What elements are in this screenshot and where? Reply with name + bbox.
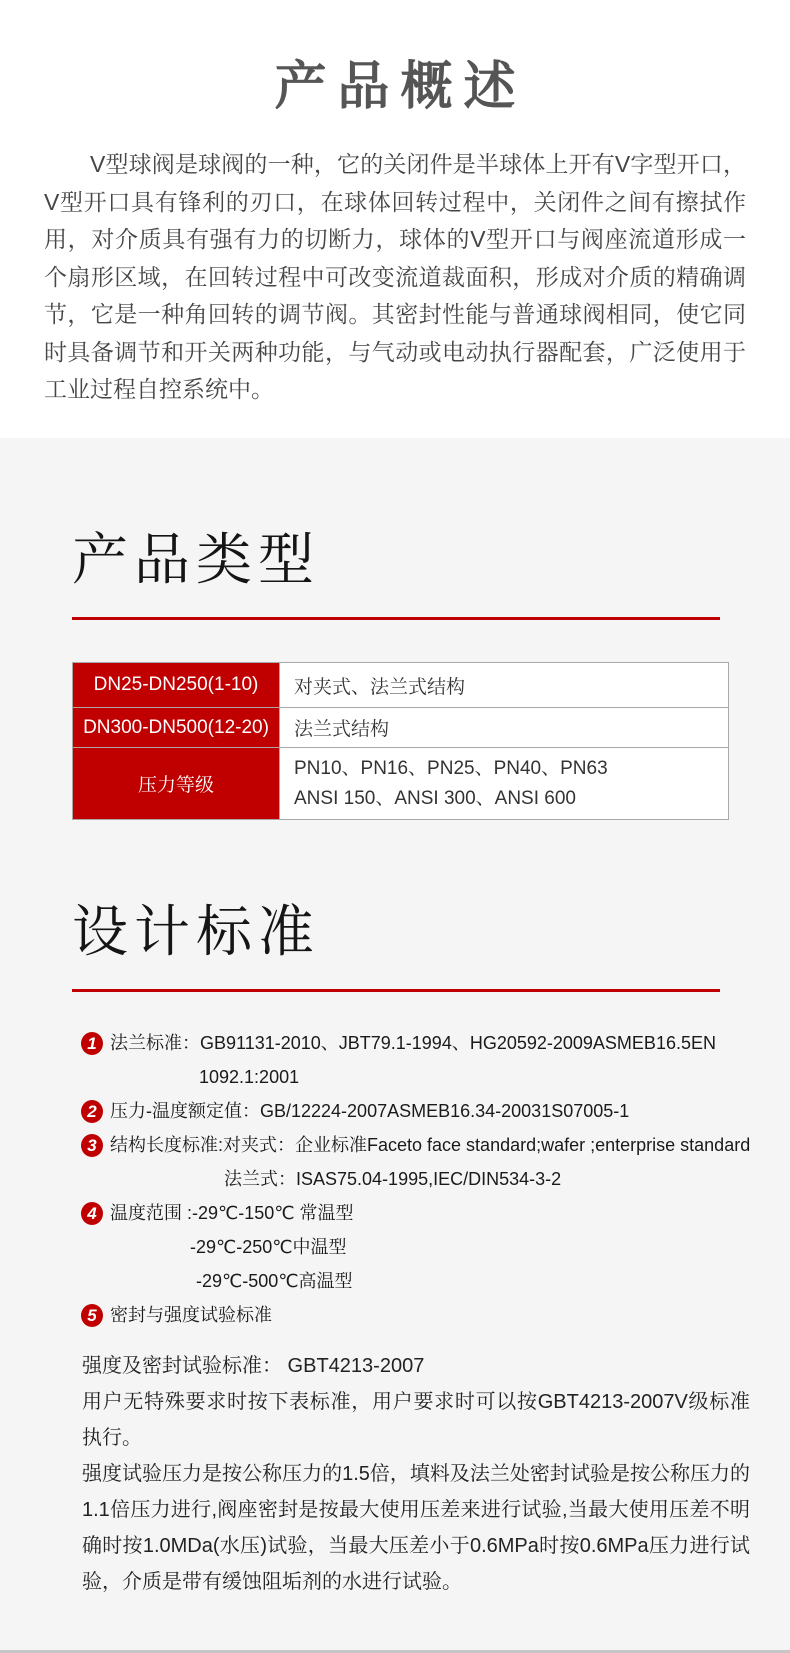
product-detail-section [0,438,790,1653]
list-item [81,1196,730,1230]
list-item [81,1298,730,1332]
number-badge: 5 [81,1304,103,1327]
design-standard-list [72,1026,751,1332]
table-row-value: 法兰式结构 [280,708,729,748]
table-row-value [280,748,729,820]
list-item-text: 压力-温度额定值：GB/12224-2007ASMEB16.34-20031S07005-1 [110,1101,630,1121]
number-badge: 4 [81,1202,103,1225]
table-row [73,663,729,708]
list-item-text: 密封与强度试验标准 [110,1305,272,1325]
list-item-continuation: 法兰式：ISAS75.04-1995,IEC/DIN534-3-2 [224,1169,562,1189]
test-standard-notes [82,1348,750,1600]
table-row-value: 对夹式、法兰式结构 [280,663,729,708]
table-row [73,708,729,748]
list-item [81,1026,730,1060]
product-type-underline [72,617,720,620]
design-standard-underline [72,989,720,992]
number-badge: 2 [81,1100,103,1123]
list-item-continuation: 1092.1:2001 [199,1067,300,1087]
list-item-text: 结构长度标准:对夹式：企业标准Faceto face standard;wafer ;enterprise standard [110,1135,751,1155]
pressure-rating-line: PN10、PN16、PN25、PN40、PN63 [294,757,608,779]
list-item-text: 温度范围 :-29℃-150℃ 常温型 [110,1203,354,1223]
list-item-text: 法兰标准：GB91131-2010、JBT79.1-1994、HG20592-2009ASMEB16.5EN [110,1033,716,1053]
table-row-label: 压力等级 [73,748,280,820]
table-row [73,748,729,820]
table-row-label: DN25-DN250(1-10) [73,663,280,708]
list-item-continuation: -29℃-500℃高温型 [196,1271,353,1291]
table-row-label: DN300-DN500(12-20) [73,708,280,748]
list-item [81,1094,730,1128]
number-badge: 3 [81,1134,103,1157]
product-overview-section [0,0,790,438]
product-type-title: 产品类型 [72,528,320,591]
note-line: 强度及密封试验标准： GBT4213-2007 [82,1355,425,1377]
list-item [81,1128,751,1162]
note-paragraph: 强度试验压力是按公称压力的1.5倍，填料及法兰处密封试验是按公称压力的1.1倍压力进行,阀座密封是按最大使用压差来进行试验,当最大使用压差不明确时按1.0MDa(水压)试验，当最大压差小于0.6MPa时按0.6MPa压力进行试验，介质是带有缓蚀阻垢剂的水进行试验。 [82,1463,750,1593]
product-detail-inner [0,438,790,1600]
list-item-continuation: -29℃-250℃中温型 [190,1237,347,1257]
pressure-rating-line: ANSI 150、ANSI 300、ANSI 600 [294,787,576,809]
design-standard-title: 设计标准 [72,900,320,963]
number-badge: 1 [81,1032,103,1055]
overview-paragraph: V型球阀是球阀的一种，它的关闭件是半球体上开有V字型开口，V型开口具有锋利的刃口，在球体回转过程中，关闭件之间有擦拭作用，对介质具有强有力的切断力，球体的V型开口与阀座流道形成一个扇形区域，在回转过程中可改变流道裁面积，形成对介质的精确调节，它是一种角回转的调节阀。其密封性能与普通球阀相同，使它同时具备调节和开关两种功能，与气动或电动执行器配套，广泛使用于工业过程自控系统中。 [44,151,746,402]
product-type-table [72,662,729,820]
overview-title: 产品概述 [274,58,527,116]
note-line: 用户无特殊要求时按下表标准，用户要求时可以按GBT4213-2007V级标准执行。 [82,1391,750,1449]
